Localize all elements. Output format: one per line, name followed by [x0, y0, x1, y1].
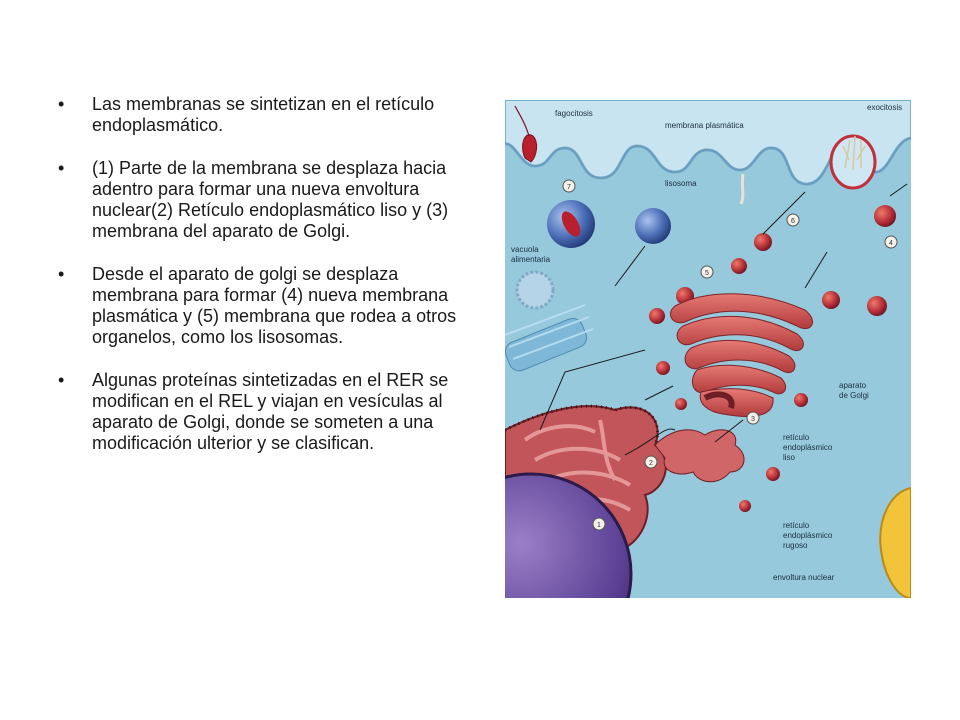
- label-rer-2: endoplásmico: [783, 531, 833, 540]
- bullet-item: [58, 158, 470, 242]
- bullet-dot: •: [58, 370, 65, 390]
- coated-vesicle: [517, 272, 553, 308]
- label-envoltura: envoltura nuclear: [773, 573, 835, 582]
- label-membrana: membrana plasmática: [665, 121, 744, 130]
- label-alimentaria: alimentaria: [511, 255, 551, 264]
- bullet-item: [58, 264, 470, 348]
- label-de-golgi: de Golgi: [839, 391, 869, 400]
- label-rer-1: retículo: [783, 521, 810, 530]
- lysosome: [635, 208, 671, 244]
- exocytosis-vesicle: [831, 136, 875, 188]
- membrane-fragment: [741, 174, 743, 204]
- bullet-text: (1) Parte de la membrana se desplaza hacia adentro para formar una nueva envoltura nuclear(2) Retículo endoplasmático liso y (3) membrana del aparato de Golgi.: [92, 158, 449, 241]
- step-number: 2: [649, 460, 653, 467]
- step-number: 1: [597, 522, 601, 529]
- label-fagocitosis: fagocitosis: [555, 109, 593, 118]
- step-number: 7: [567, 184, 571, 191]
- bullet-dot: •: [58, 264, 65, 284]
- label-exocitosis: exocitosis: [867, 103, 903, 112]
- step-number: 4: [889, 240, 893, 247]
- bullet-text: Las membranas se sintetizan en el retículo endoplasmático.: [92, 94, 435, 135]
- bullet-dot: •: [58, 158, 65, 178]
- label-rel-3: liso: [783, 453, 796, 462]
- label-rer-3: rugoso: [783, 541, 808, 550]
- cell-membrane-illustration: [505, 100, 911, 598]
- label-rel-1: retículo: [783, 433, 810, 442]
- label-aparato: aparato: [839, 381, 867, 390]
- label-lisosoma: lisosoma: [665, 179, 697, 188]
- step-number: 5: [705, 270, 709, 277]
- bullet-text: Desde el aparato de golgi se desplaza membrana para formar (4) nueva membrana plasmática y (5) membrana que rodea a otros organelos, como los lisosomas.: [92, 264, 457, 347]
- label-rel-2: endoplásmico: [783, 443, 833, 452]
- bullet-list: [58, 94, 470, 476]
- bullet-dot: •: [58, 94, 65, 114]
- label-vacuola: vacuola: [511, 245, 539, 254]
- food-vacuole: [547, 200, 595, 248]
- bullet-item: [58, 94, 470, 136]
- step-number: 6: [791, 218, 795, 225]
- bullet-item: [58, 370, 470, 454]
- step-number: 3: [751, 416, 755, 423]
- bullet-text: Algunas proteínas sintetizadas en el RER se modifican en el REL y viajan en vesículas al aparato de Golgi, donde se someten a una modificación ulterior y se clasifican.: [92, 370, 449, 453]
